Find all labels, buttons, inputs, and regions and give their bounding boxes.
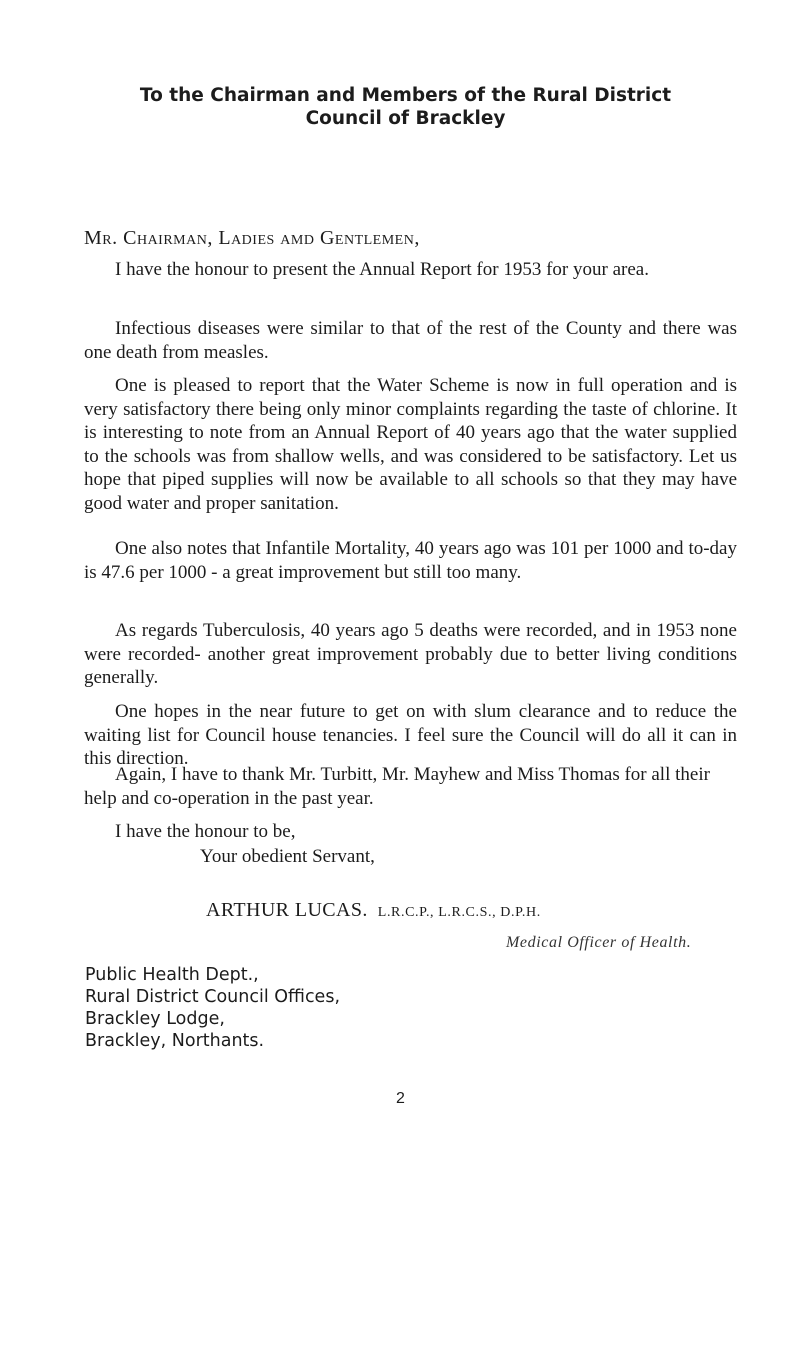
paragraph-thanks: Again, I have to thank Mr. Turbitt, Mr. Mayhew and Miss Thomas for all their help and co-operation in the past year. <box>84 764 710 809</box>
closing-line-2: Your obedient Servant, <box>200 846 375 867</box>
signature-block <box>206 899 541 922</box>
page-number: 2 <box>396 1090 405 1107</box>
heading-line-1: To the Chairman and Members of the Rural District <box>139 85 672 106</box>
paragraph-infectious-diseases: Infectious diseases were similar to that of the rest of the County and there was one death from measles. <box>84 318 737 363</box>
address-line: Public Health Dept., <box>85 965 259 985</box>
paragraph-tuberculosis: As regards Tuberculosis, 40 years ago 5 deaths were recorded, and in 1953 none were recorded- another great improvement probably due to better living conditions generally. <box>84 620 737 688</box>
paragraph-infantile-mortality: One also notes that Infantile Mortality, 40 years ago was 101 per 1000 and to-day is 47.6 per 1000 - a great improvement but still too many. <box>84 538 737 583</box>
address-line: Brackley Lodge, <box>85 1009 225 1029</box>
paragraph-annual-report: I have the honour to present the Annual Report for 1953 for your area. <box>115 259 649 280</box>
letter-heading <box>60 84 751 130</box>
paragraph-slum-clearance: One hopes in the near future to get on with slum clearance and to reduce the waiting list for Council house tenancies. I feel sure the Council will do all it can in this direction. <box>84 701 737 769</box>
address-line: Rural District Council Offices, <box>85 987 341 1007</box>
paragraph-water-scheme: One is pleased to report that the Water Scheme is now in full operation and is very satisfactory there being only minor complaints regarding the taste of chlorine. It is interesting to note from an Annual Report of 40 years ago that the water supplied to the schools was from shallow wells, and was considered to be satisfactory. Let us hope that piped supplies will now be available to all schools so that they may have good water and proper sanitation. <box>84 375 737 514</box>
sender-address <box>85 964 340 1052</box>
closing-line-1: I have the honour to be, <box>115 821 296 842</box>
signature-name: ARTHUR LUCAS. <box>206 899 368 921</box>
address-line: Brackley, Northants. <box>85 1031 265 1051</box>
heading-line-2: Council of Brackley <box>305 108 506 129</box>
signature-role: Medical Officer of Health. <box>506 934 692 951</box>
salutation: Mr. Chairman, Ladies amd Gentlemen, <box>84 227 420 249</box>
signature-qualifications: L.R.C.P., L.R.C.S., D.P.H. <box>377 905 541 920</box>
